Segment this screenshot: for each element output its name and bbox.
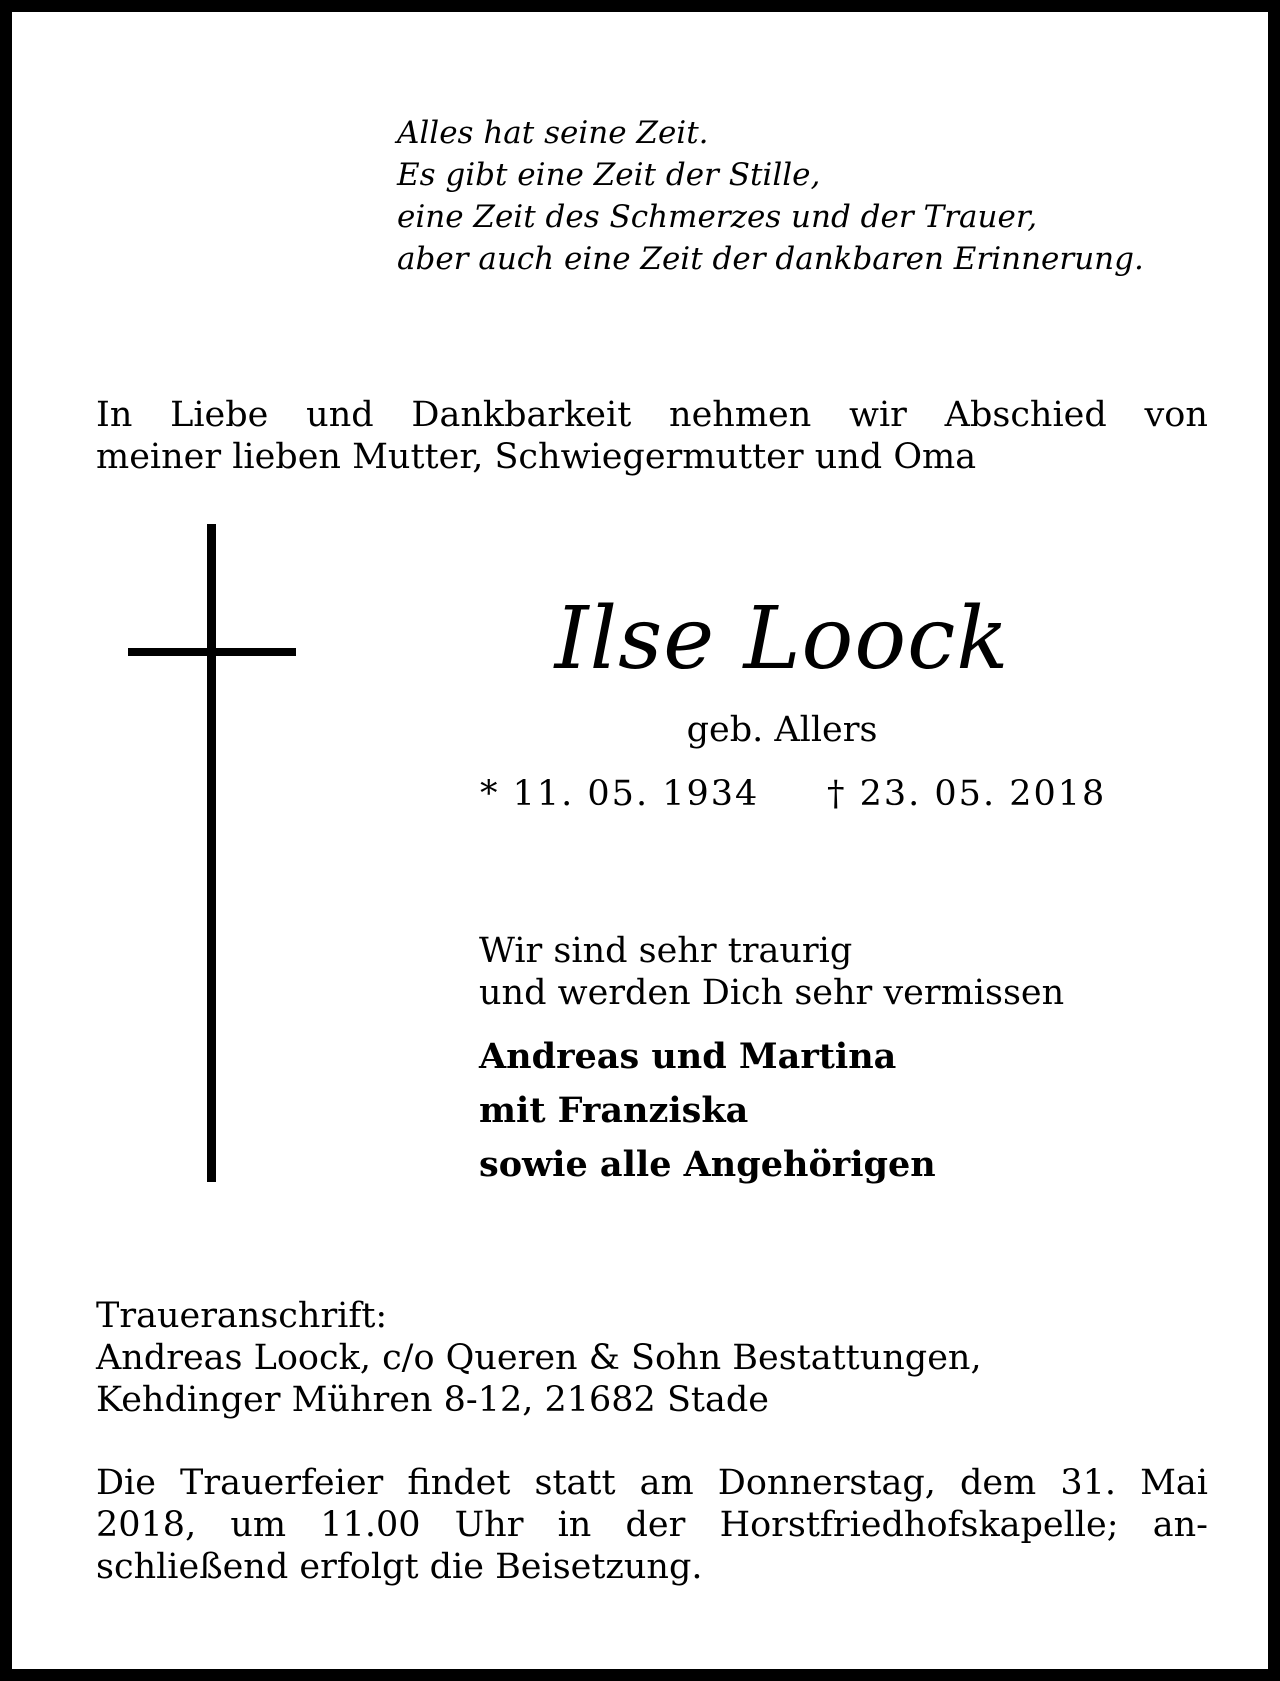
ceremony-word: um [230, 1505, 287, 1545]
ceremony-line: schließend erfolgt die Beisetzung. [96, 1547, 703, 1587]
intro-word: von [1144, 395, 1208, 435]
mourners-list [479, 1030, 1199, 1192]
ceremony-word: Donnerstag, [717, 1463, 936, 1503]
address-line: Traueranschrift: [96, 1296, 388, 1336]
ceremony-word: dem [959, 1463, 1037, 1503]
poem-line: Es gibt eine Zeit der Stille, [397, 157, 821, 193]
ceremony-word: am [639, 1463, 694, 1503]
intro-word: wir [849, 395, 907, 435]
poem-line: eine Zeit des Schmerzes und der Trauer, [397, 199, 1038, 235]
intro-word: nehmen [669, 395, 812, 435]
ceremony-word: Horstfriedhofskapelle; [719, 1505, 1119, 1545]
birth-date: * 11. 05. 1934 [480, 774, 760, 814]
cross-vertical-beam [207, 524, 216, 1182]
intro-line [96, 394, 1208, 436]
ceremony-word: der [625, 1505, 686, 1545]
intro-text [96, 394, 1208, 478]
address-line: Andreas Loock, c/o Queren & Sohn Bestattungen, [96, 1338, 982, 1378]
ceremony-word: Mai [1140, 1463, 1208, 1503]
ceremony-word: 11.00 [320, 1505, 421, 1545]
sorrow-text [479, 930, 1199, 1014]
poem-line: Alles hat seine Zeit. [397, 115, 709, 151]
mourner-line: mit Franziska [479, 1090, 749, 1131]
ceremony-word: Die [96, 1463, 156, 1503]
intro-word: In [96, 395, 133, 435]
intro-word: Liebe [170, 395, 269, 435]
ceremony-line [96, 1462, 1208, 1504]
birth-name: geb. Allers [686, 710, 878, 750]
address-line: Kehdinger Mühren 8-12, 21682 Stade [96, 1380, 769, 1420]
ceremony-line [96, 1504, 1208, 1546]
cross-icon [128, 524, 296, 1182]
poem-line: aber auch eine Zeit der dankbaren Erinnerung. [397, 241, 1144, 277]
intro-word: und [306, 395, 374, 435]
cross-horizontal-beam [128, 648, 296, 656]
ceremony-info [96, 1462, 1208, 1588]
ceremony-word: in [557, 1505, 592, 1545]
mourner-line: Andreas und Martina [479, 1036, 897, 1077]
ceremony-word: an- [1152, 1505, 1208, 1545]
ceremony-word: Trauerfeier [180, 1463, 384, 1503]
intro-word: Dankbarkeit [411, 395, 632, 435]
ceremony-word: statt [534, 1463, 616, 1503]
sorrow-line: und werden Dich sehr vermissen [479, 973, 1065, 1013]
ceremony-word: Uhr [454, 1505, 524, 1545]
ceremony-word: findet [407, 1463, 511, 1503]
poem [397, 112, 1217, 280]
sorrow-line: Wir sind sehr traurig [479, 931, 853, 971]
intro-line: meiner lieben Mutter, Schwiegermutter und Oma [96, 437, 977, 477]
death-date: † 23. 05. 2018 [827, 774, 1107, 814]
intro-word: Abschied [944, 395, 1107, 435]
ceremony-word: 2018, [96, 1505, 197, 1545]
mourning-address [96, 1295, 1208, 1421]
mourner-line: sowie alle Angehörigen [479, 1144, 936, 1185]
ceremony-word: 31. [1060, 1463, 1116, 1503]
deceased-name: Ilse Loock [554, 589, 1010, 689]
